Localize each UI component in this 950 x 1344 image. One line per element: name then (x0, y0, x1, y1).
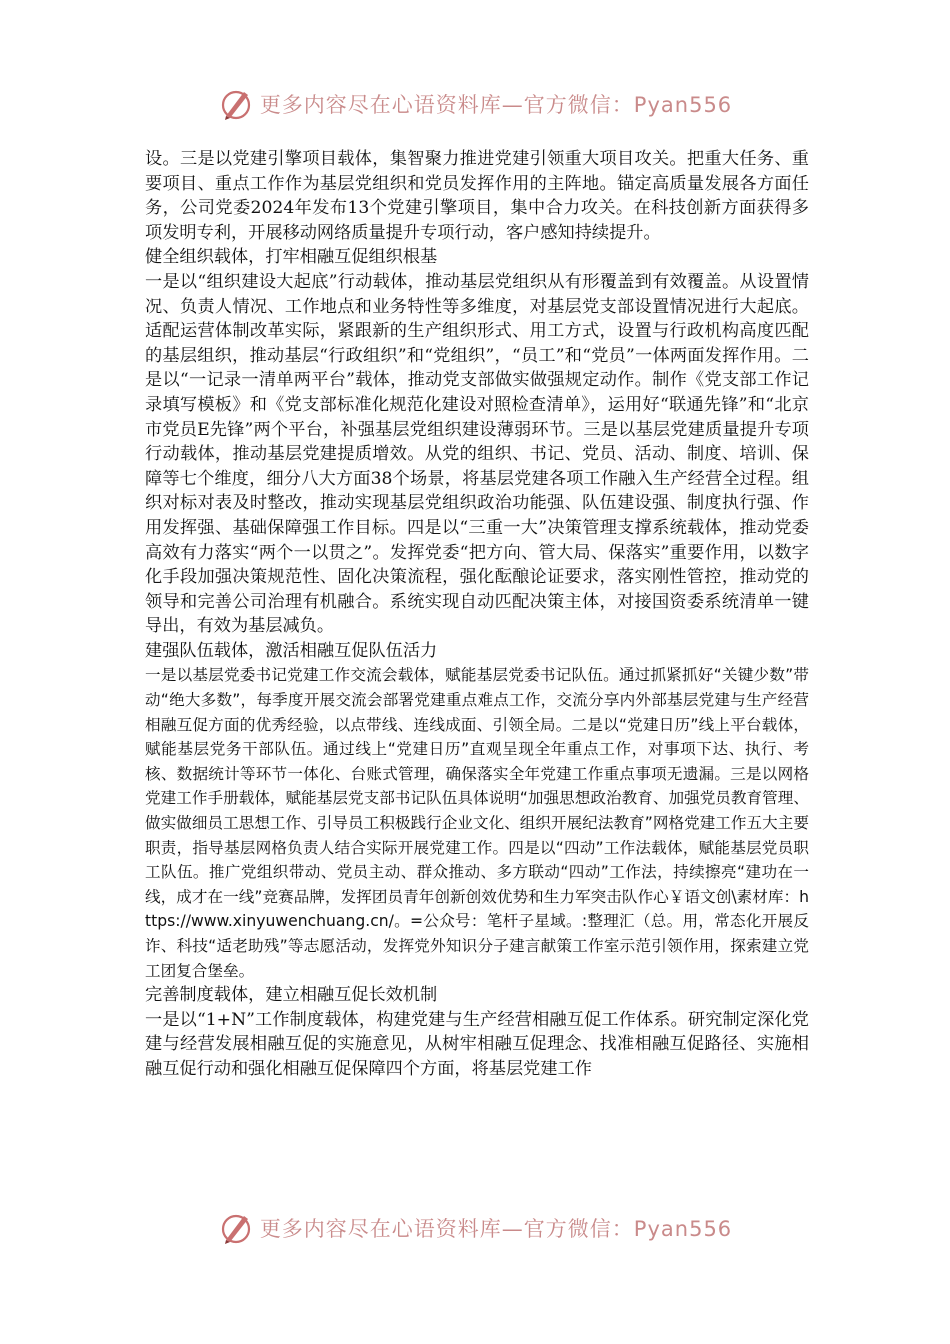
section-heading-team: 建强队伍载体，激活相融互促队伍活力 (145, 640, 438, 661)
paragraph-system: 一是以“1+N”工作制度载体，构建党建与生产经营相融互促工作体系。研究制定深化党建与经营发展相融互促的实施意见，从树牢相融互促理念、找准相融互促路径、实施相融互促行动和强化相融互促保障四个方面，将基层党建工作 (145, 1009, 809, 1079)
paragraph-organization: 一是以“组织建设大起底”行动载体，推动基层党组织从有形覆盖到有效覆盖。从设置情况、负责人情况、工作地点和业务特性等多维度，对基层党支部设置情况进行大起底。适配运营体制改革实际，紧跟新的生产组织形式、用工方式，设置与行政机构高度匹配的基层组织，推动基层“行政组织”和“党组织”，“员工”和“党员”一体两面发挥作用。二是以“一记录一清单两平台”载体，推动党支部做实做强规定动作。制作《党支部工作记录填写模板》和《党支部标准化规范化建设对照检查清单》，运用好“联通先锋”和“北京市党员E先锋”两个平台，补强基层党组织建设薄弱环节。三是以基层党建质量提升专项行动载体，推动基层党建提质增效。从党的组织、书记、党员、活动、制度、培训、保障等七个维度，细分八大方面38个场景，将基层党建各项工作融入生产经营全过程。组织对标对表及时整改，推动实现基层党组织政治功能强、队伍建设强、制度执行强、作用发挥强、基础保障强工作目标。四是以“三重一大”决策管理支撑系统载体，推动党委高效有力落实“两个一以贯之”。发挥党委“把方向、管大局、保落实”重要作用，以数字化手段加强决策规范性、固化决策流程，强化酝酿论证要求，落实刚性管控，推动党的领导和完善公司治理有机融合。系统实现自动匹配决策主体，对接国资委系统清单一键导出，有效为基层减负。 (145, 271, 809, 637)
watermark-text: 更多内容尽在心语资料库—官方微信：Pyan556 (259, 1217, 733, 1241)
section-heading-organization: 健全组织载体，打牢相融互促组织根基 (145, 247, 438, 268)
pen-circle-logo-icon (218, 1210, 254, 1246)
pen-circle-logo-icon (218, 86, 254, 122)
paragraph-team: 一是以基层党委书记党建工作交流会载体，赋能基层党委书记队伍。通过抓紧抓好“关键少数”带动“绝大多数”，每季度开展交流会部署党建重点难点工作，交流分享内外部基层党建与生产经营相融互促方面的优秀经验，以点带线、连线成面、引领全局。二是以“党建日历”线上平台载体，赋能基层党务干部队伍。通过线上“党建日历”直观呈现全年重点工作，对事项下达、执行、考核、数据统计等环节一体化、台账式管理，确保落实全年党建工作重点事项无遗漏。三是以网格党建工作手册载体，赋能基层党支部书记队伍具体说明“加强思想政治教育、加强党员教育管理、做实做细员工思想工作、引导员工积极践行企业文化、组织开展纪法教育”网格党建工作五大主要职责，指导基层网格负责人结合实际开展党建工作。四是以“四动”工作法载体，赋能基层党员职工队伍。推广党组织带动、党员主动、群众推动、多方联动“四动”工作法，持续擦亮“建功在一线，成才在一线”竞赛品牌，发挥团员青年创新创效优势和生力军突击队作心￥语文创\素材库：https://www.xinyuwenchuang.cn/。=公众号：笔杆子星域。:整理汇（总。用，常态化开展反诈、科技“适老助残”等志愿活动，发挥党外知识分子建言献策工作室示范引领作用，探索建立党工团复合堡垒。 (145, 666, 809, 980)
section-heading-system: 完善制度载体，建立相融互促长效机制 (145, 985, 438, 1006)
watermark-text: 更多内容尽在心语资料库—官方微信：Pyan556 (259, 93, 733, 117)
paragraph-project-carrier: 设。三是以党建引擎项目载体，集智聚力推进党建引领重大项目攻关。把重大任务、重要项目、重点工作作为基层党组织和党员发挥作用的主阵地。锚定高质量发展各方面任务，公司党委2024年发布13个党建引擎项目，集中合力攻关。在科技创新方面获得多项发明专利，开展移动网络质量提升专项行动，客户感知持续提升。 (145, 149, 809, 243)
footer-watermark-banner (0, 1208, 950, 1248)
document-body (145, 147, 809, 1082)
header-watermark-banner (0, 84, 950, 124)
